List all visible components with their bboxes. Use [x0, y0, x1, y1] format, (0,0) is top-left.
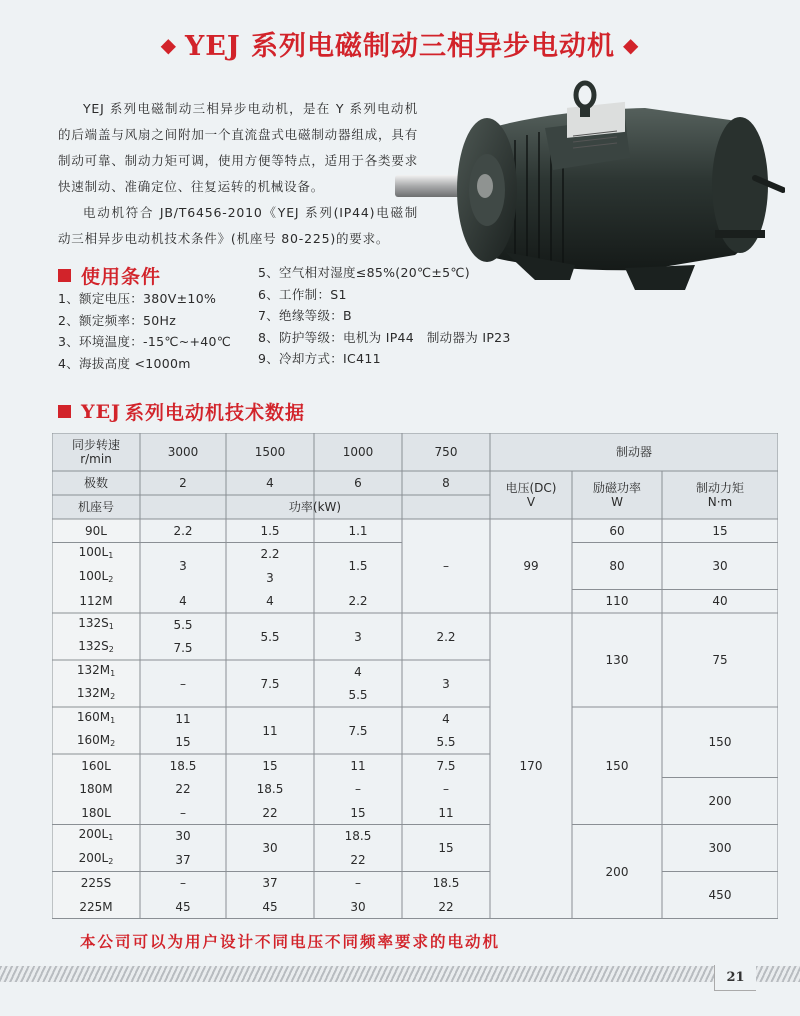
- intro-text: [58, 96, 418, 252]
- value-cell: [572, 825, 662, 919]
- cell-text: 170: [519, 758, 543, 773]
- frame-label: $100L_1$: [78, 545, 114, 561]
- frame-label: $200L_2$: [78, 850, 114, 866]
- cell-text: 37: [262, 876, 278, 891]
- frame-label: 225M: [79, 899, 113, 914]
- cell-text: 4: [266, 476, 274, 490]
- frame-label: $132S_2$: [78, 639, 114, 655]
- value-cell: [226, 754, 314, 778]
- cell-text: 45: [262, 899, 278, 914]
- condition-item: 2、额定频率：50Hz: [58, 312, 177, 328]
- cell-text: 2.2: [260, 547, 280, 562]
- header-frame: [52, 495, 140, 519]
- condition-item: 4、海拔高度 <1000m: [58, 355, 191, 371]
- frame-cell: [52, 613, 140, 637]
- value-cell: [662, 778, 778, 825]
- cell-text: 450: [708, 888, 732, 902]
- cell-text: 150: [605, 758, 629, 773]
- cell-text: 11: [175, 711, 191, 726]
- tech-heading-text: 系列电动机技术数据: [125, 402, 306, 424]
- cell-text: 2: [179, 476, 187, 490]
- value-cell: [572, 543, 662, 590]
- cell-text: 3: [442, 676, 450, 691]
- value-cell: [662, 825, 778, 872]
- value-cell: [314, 590, 402, 614]
- cell-text: 15: [262, 758, 278, 773]
- square-bullet-icon: [58, 269, 71, 282]
- cell-text: 4: [354, 664, 362, 679]
- condition-item: 9、冷却方式：IC411: [258, 351, 381, 366]
- frame-cell: [52, 778, 140, 802]
- value-cell: [402, 519, 490, 613]
- cell-text: 15: [175, 735, 191, 750]
- value-cell: [314, 684, 402, 708]
- cell-text: r/min: [80, 452, 112, 466]
- value-cell: [140, 895, 226, 919]
- cell-text: 5.5: [436, 735, 456, 750]
- header-voltage: [490, 471, 572, 519]
- diamond-icon: ◆: [623, 33, 640, 57]
- cell-text: 18.5: [344, 829, 372, 844]
- value-cell: [402, 825, 490, 872]
- value-cell: [402, 754, 490, 778]
- header-speed-value: [140, 433, 226, 471]
- header-speed-value: [226, 433, 314, 471]
- value-cell: [572, 613, 662, 707]
- value-cell: [226, 707, 314, 754]
- cell-text: 110: [605, 594, 629, 609]
- cell-text: 3000: [167, 445, 199, 459]
- value-cell: [402, 660, 490, 707]
- header-speed-value: [402, 433, 490, 471]
- frame-label: 225S: [80, 876, 112, 891]
- cell-text: 2.2: [436, 629, 456, 644]
- cell-text: 2.2: [348, 594, 368, 609]
- header-excite: [572, 471, 662, 519]
- cell-text: 4: [179, 594, 187, 609]
- cell-text: 11: [262, 723, 278, 738]
- condition-item: 1、额定电压：380V±10%: [58, 291, 217, 306]
- diamond-icon: ◆: [160, 33, 177, 57]
- header-brake: [490, 433, 778, 471]
- value-cell: [314, 872, 402, 896]
- value-cell: [140, 519, 226, 543]
- cell-text: 30: [712, 559, 728, 573]
- value-cell: [402, 895, 490, 919]
- value-cell: [402, 707, 490, 731]
- value-cell: [140, 731, 226, 755]
- header-torque: [662, 471, 778, 519]
- value-cell: [140, 637, 226, 661]
- cell-text: 4: [266, 594, 274, 609]
- conditions-list-right: [258, 262, 511, 370]
- frame-cell: [52, 660, 140, 684]
- value-cell: [226, 825, 314, 872]
- cell-text: 6: [354, 476, 362, 490]
- cell-text: W: [611, 495, 623, 509]
- cell-text: 22: [350, 852, 366, 867]
- poles-value: [140, 471, 226, 495]
- poles-value: [226, 471, 314, 495]
- cell-text: 150: [708, 735, 732, 750]
- value-cell: [314, 613, 402, 660]
- tech-heading-yej: YEJ: [81, 400, 122, 423]
- cell-text: 5.5: [348, 688, 368, 703]
- conditions-heading-text: 使用条件: [81, 266, 162, 288]
- footer-note: 本公司可以为用户设计不同电压不同频率要求的电动机: [80, 933, 501, 951]
- value-cell: [402, 613, 490, 660]
- cell-text: –: [180, 805, 186, 820]
- condition-item: 6、工作制：S1: [258, 286, 347, 302]
- title-yej: YEJ: [184, 31, 241, 62]
- cell-text: 极数: [83, 476, 108, 490]
- cell-text: 1.1: [348, 523, 368, 538]
- value-cell: [140, 660, 226, 707]
- frame-cell: [52, 825, 140, 849]
- cell-text: –: [180, 676, 186, 691]
- conditions-heading: [58, 262, 161, 289]
- value-cell: [226, 660, 314, 707]
- condition-item: 3、环境温度：-15℃~+40℃: [58, 334, 232, 349]
- value-cell: [226, 801, 314, 825]
- cell-text: 18.5: [432, 876, 460, 891]
- cell-text: 99: [523, 559, 539, 573]
- frame-cell: [52, 707, 140, 731]
- frame-cell: [52, 543, 140, 567]
- condition-item: 5、空气相对湿度≤85%(20℃±5℃): [258, 265, 470, 280]
- value-cell: [314, 778, 402, 802]
- condition-item: 7、绝缘等级：B: [258, 308, 352, 323]
- cell-text: V: [526, 495, 536, 509]
- cell-text: –: [355, 876, 361, 891]
- cell-text: 75: [712, 653, 728, 667]
- cell-text: 300: [708, 841, 732, 855]
- value-cell: [314, 754, 402, 778]
- cell-text: 5.5: [260, 629, 280, 644]
- frame-cell: [52, 637, 140, 661]
- intro-paragraph-2: 电动机符合 JB/T6456-2010《YEJ 系列(IP44)电磁制动三相异步电动机技术条件》(机座号 80-225)的要求。: [58, 205, 418, 246]
- cell-text: 200: [605, 864, 629, 879]
- cell-text: 4: [442, 711, 450, 726]
- value-cell: [140, 872, 226, 896]
- value-cell: [226, 566, 314, 590]
- value-cell: [402, 731, 490, 755]
- title-rest: 系列电磁制动三相异步电动机: [240, 31, 616, 62]
- frame-label: $100L_2$: [78, 568, 114, 584]
- cell-text: 同步转速: [71, 438, 120, 452]
- frame-cell: [52, 801, 140, 825]
- cell-text: 7.5: [436, 758, 456, 773]
- frame-cell: [52, 519, 140, 543]
- value-cell: [140, 543, 226, 590]
- cell-text: 22: [175, 782, 191, 797]
- cell-text: 制动器: [615, 445, 652, 459]
- cell-text: –: [443, 559, 449, 573]
- tech-data-table: [52, 433, 778, 929]
- cell-text: 1.5: [260, 523, 280, 538]
- frame-label: $132M_1$: [76, 662, 116, 678]
- cell-text: 22: [262, 805, 278, 820]
- cell-text: 80: [609, 559, 625, 573]
- value-cell: [662, 872, 778, 919]
- value-cell: [314, 801, 402, 825]
- frame-label: 112M: [79, 594, 113, 609]
- cell-text: 15: [438, 841, 454, 855]
- value-cell: [226, 543, 314, 567]
- value-cell: [662, 707, 778, 778]
- cell-text: 15: [350, 805, 366, 820]
- cell-text: 7.5: [260, 676, 280, 691]
- frame-label: 180L: [81, 805, 111, 820]
- intro-paragraph-1: YEJ 系列电磁制动三相异步电动机，是在 Y 系列电动机的后端盖与风扇之间附加一个直流盘式电磁制动器组成，具有制动可靠、制动力矩可调，使用方便等特点，适用于各类要求快速制动、准确定位、往复运转的机械设备。: [58, 101, 418, 194]
- value-cell: [314, 825, 402, 849]
- cell-text: 机座号: [77, 500, 114, 514]
- value-cell: [402, 872, 490, 896]
- cell-text: 制动力矩: [695, 481, 744, 495]
- conditions-list-left: [58, 288, 231, 374]
- value-cell: [140, 825, 226, 849]
- cell-text: 5.5: [173, 617, 193, 632]
- cell-text: 750: [434, 445, 458, 459]
- frame-cell: [52, 872, 140, 896]
- frame-label: $200L_1$: [78, 827, 114, 843]
- cell-text: 3: [354, 629, 362, 644]
- value-cell: [314, 543, 402, 590]
- poles-value: [402, 471, 490, 495]
- value-cell: [572, 590, 662, 614]
- cell-text: 11: [350, 758, 366, 773]
- cell-text: 8: [442, 476, 450, 490]
- value-cell: [314, 895, 402, 919]
- square-bullet-icon: [58, 405, 71, 418]
- page-number: 21: [714, 965, 756, 991]
- value-cell: [402, 801, 490, 825]
- header-poles: [52, 471, 140, 495]
- value-cell: [226, 590, 314, 614]
- cell-text: 电压(DC): [505, 481, 557, 495]
- value-cell: [314, 660, 402, 684]
- frame-cell: [52, 566, 140, 590]
- value-cell: [140, 778, 226, 802]
- frame-label: 90L: [85, 523, 107, 538]
- cell-text: 1000: [342, 445, 374, 459]
- cell-text: 1500: [254, 445, 286, 459]
- cell-text: 37: [175, 852, 191, 867]
- frame-cell: [52, 754, 140, 778]
- cell-text: 18.5: [169, 758, 197, 773]
- header-power: [140, 495, 490, 519]
- frame-label: 160L: [81, 758, 111, 773]
- value-cell: [140, 848, 226, 872]
- frame-label: 180M: [79, 782, 113, 797]
- cell-text: 11: [438, 805, 454, 820]
- cell-text: 130: [605, 653, 629, 667]
- cell-text: 15: [712, 523, 728, 538]
- frame-cell: [52, 731, 140, 755]
- value-cell: [314, 707, 402, 754]
- value-cell: [490, 519, 572, 613]
- value-cell: [226, 895, 314, 919]
- cell-text: 功率(kW): [288, 500, 342, 514]
- value-cell: [662, 613, 778, 707]
- value-cell: [662, 590, 778, 614]
- cell-text: 励磁功率: [592, 481, 641, 495]
- cell-text: 30: [350, 899, 366, 914]
- tech-data-heading: [58, 398, 305, 425]
- value-cell: [140, 801, 226, 825]
- frame-label: $160M_1$: [76, 709, 116, 725]
- cell-text: 60: [609, 523, 625, 538]
- value-cell: [572, 707, 662, 825]
- frame-label: $132S_1$: [78, 615, 114, 631]
- cell-text: 30: [262, 841, 278, 855]
- decorative-stripe: [0, 966, 800, 982]
- frame-cell: [52, 684, 140, 708]
- value-cell: [490, 613, 572, 919]
- page-title: [0, 24, 800, 63]
- cell-text: 3: [179, 559, 187, 573]
- cell-text: 1.5: [348, 559, 368, 573]
- value-cell: [314, 848, 402, 872]
- cell-text: 7.5: [173, 641, 193, 656]
- value-cell: [226, 613, 314, 660]
- value-cell: [572, 519, 662, 543]
- value-cell: [402, 778, 490, 802]
- value-cell: [140, 707, 226, 731]
- frame-cell: [52, 848, 140, 872]
- cell-text: –: [443, 782, 449, 797]
- cell-text: –: [180, 876, 186, 891]
- cell-text: 40: [712, 594, 728, 609]
- frame-cell: [52, 590, 140, 614]
- value-cell: [140, 754, 226, 778]
- cell-text: 22: [438, 899, 454, 914]
- cell-text: 3: [266, 570, 274, 585]
- cell-text: 200: [708, 794, 732, 808]
- cell-text: 2.2: [173, 523, 193, 538]
- value-cell: [226, 519, 314, 543]
- value-cell: [140, 613, 226, 637]
- cell-text: 45: [175, 899, 191, 914]
- cell-text: –: [355, 782, 361, 797]
- value-cell: [662, 543, 778, 590]
- cell-text: 30: [175, 829, 191, 844]
- condition-item: 8、防护等级：电机为 IP44 制动器为 IP23: [258, 329, 511, 345]
- value-cell: [662, 519, 778, 543]
- poles-value: [314, 471, 402, 495]
- header-speed-value: [314, 433, 402, 471]
- cell-text: N·m: [707, 495, 733, 509]
- frame-label: $132M_2$: [76, 686, 116, 702]
- value-cell: [226, 778, 314, 802]
- value-cell: [140, 590, 226, 614]
- frame-cell: [52, 895, 140, 919]
- header-speed: [52, 433, 140, 471]
- cell-text: 7.5: [348, 723, 368, 738]
- value-cell: [314, 519, 402, 543]
- value-cell: [226, 872, 314, 896]
- frame-label: $160M_2$: [76, 733, 116, 749]
- cell-text: 18.5: [256, 782, 284, 797]
